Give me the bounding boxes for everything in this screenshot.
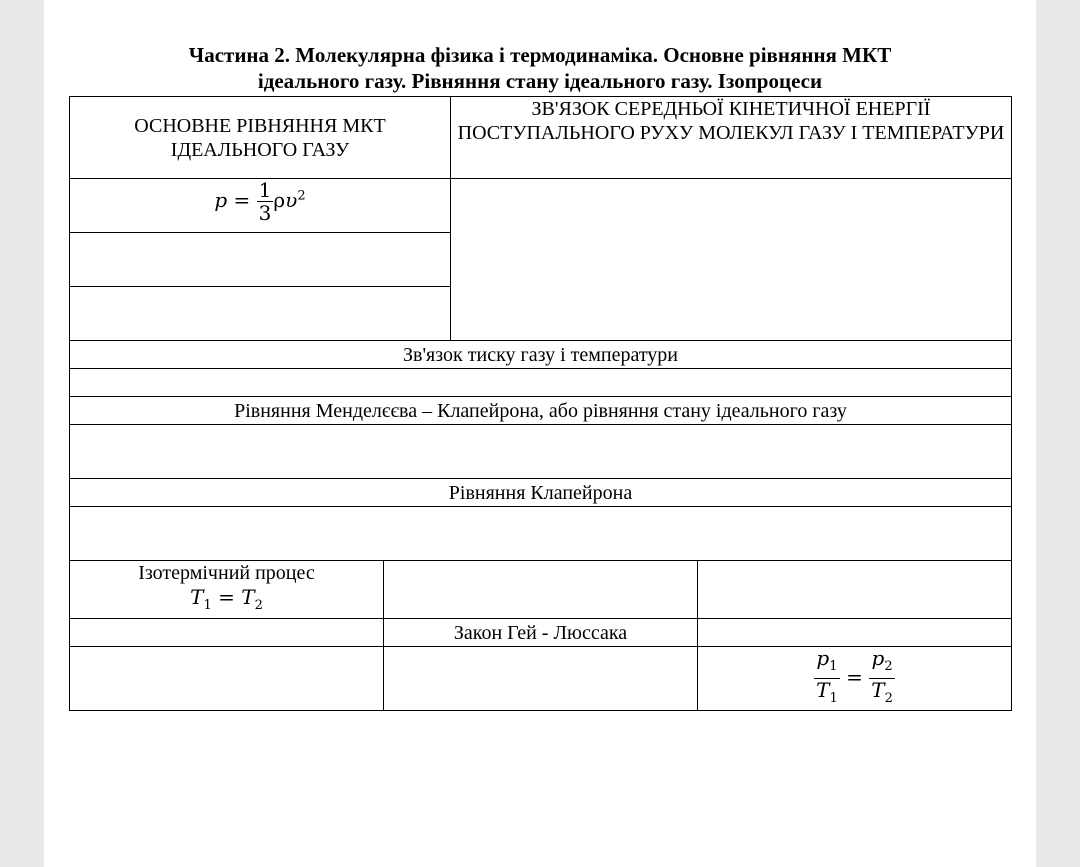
mkt-answer-cell-2 (70, 233, 451, 287)
mkt-answer-cell-3 (70, 287, 451, 341)
gay-lussac-cell (384, 619, 698, 647)
isothermal-label: Ізотермічний процес (138, 562, 315, 584)
fraction-denominator: 3 (258, 201, 272, 225)
fraction-numerator: 1 (258, 178, 272, 202)
isoprocess-cell-left-3 (70, 647, 384, 711)
isothermal-formula: $T_1 = T_2$ (190, 585, 263, 613)
section-clapeyron-label: Рівняння Клапейрона (448, 481, 633, 504)
isoprocess-cell-right-1 (698, 561, 1012, 619)
section-mendeleev-clapeyron (70, 397, 1012, 425)
mkt-formula-cell (70, 179, 451, 233)
section-pressure-temperature (70, 341, 1012, 369)
worksheet-table (69, 96, 1012, 711)
isoprocess-cell-left-2 (70, 619, 384, 647)
title-line-1: Частина 2. Молекулярна фізика і термодинаміка. Основне рівняння МКТ (188, 43, 892, 67)
isochoric-formula: $\frac{p_1}{T_1}$ = $\frac{p_2}{T_2}$ (816, 646, 893, 706)
clapeyron-answer-cell (70, 507, 1012, 561)
section-clapeyron (70, 479, 1012, 507)
title-line-2: ідеального газу. Рівняння стану ідеального газу. Ізопроцеси (257, 69, 823, 93)
mkt-formula: p = $\frac{1}{3}$ $\rho\upsilon^2$ (214, 178, 306, 225)
section-pressure-temperature-label: Зв'язок тиску газу і температури (402, 343, 679, 366)
header-mkt-equation (70, 97, 451, 179)
isoprocess-cell-middle-1 (384, 561, 698, 619)
gay-lussac-label: Закон Гей - Люссака (453, 621, 628, 644)
section-mendeleev-label: Рівняння Менделєєва – Клапейрона, або рівняння стану ідеального газу (234, 399, 847, 422)
isochoric-formula-cell (698, 647, 1012, 711)
document-page (44, 0, 1036, 867)
isothermal-cell (70, 561, 384, 619)
isoprocess-cell-middle-3 (384, 647, 698, 711)
isoprocess-cell-right-2 (698, 619, 1012, 647)
header-left-text: ОСНОВНЕ РІВНЯННЯ МКТ ІДЕАЛЬНОГО ГАЗУ (134, 114, 386, 161)
header-kinetic-energy (451, 97, 1012, 179)
pressure-temperature-answer-cell (70, 369, 1012, 397)
page-title (44, 42, 1036, 94)
mendeleev-answer-cell (70, 425, 1012, 479)
kinetic-energy-answer-cell (451, 179, 1012, 341)
header-right-text: ЗВ'ЯЗОК СЕРЕДНЬОЇ КІНЕТИЧНОЇ ЕНЕРГІЇ ПОСТУПАЛЬНОГО РУХУ МОЛЕКУЛ ГАЗУ І ТЕМПЕРАТУРИ (457, 98, 1005, 144)
